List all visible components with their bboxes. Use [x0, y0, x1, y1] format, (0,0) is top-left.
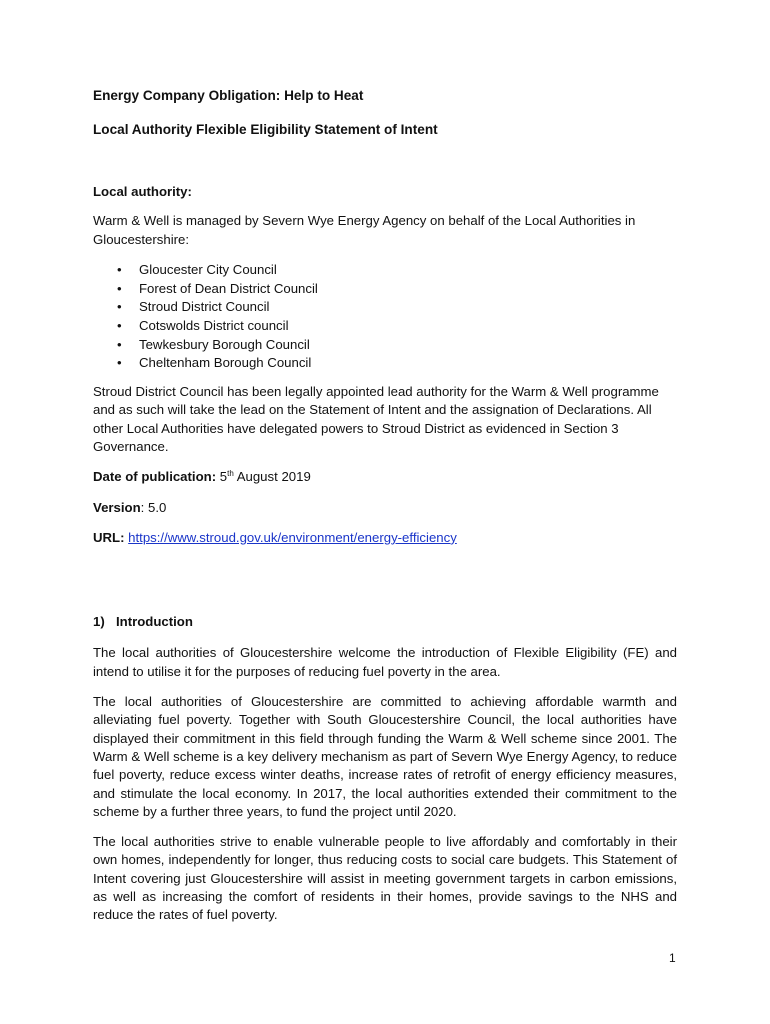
- list-item: [117, 354, 677, 373]
- local-authority-heading: Local authority:: [93, 184, 192, 199]
- intro-paragraph-1: The local authorities of Gloucestershire welcome the introduction of Flexible Eligibility (FE) and intend to utilise it for the purposes of reducing fuel poverty in the area.: [93, 645, 677, 679]
- url-label: URL:: [93, 529, 125, 545]
- page-number: 1: [669, 951, 676, 965]
- bullet-icon: •: [117, 280, 122, 296]
- authority-list: [93, 261, 677, 373]
- date-label: Date of publication:: [93, 469, 217, 485]
- authority-name: Cheltenham Borough Council: [139, 355, 312, 371]
- list-item: [117, 298, 677, 317]
- date-day: 5th: [219, 469, 234, 485]
- list-item: [117, 317, 677, 336]
- bullet-icon: •: [117, 336, 122, 352]
- url-link[interactable]: https://www.stroud.gov.uk/environment/energy-efficiency: [128, 529, 457, 545]
- document-title: Energy Company Obligation: Help to Heat: [93, 88, 364, 103]
- document-subtitle: Local Authority Flexible Eligibility Statement of Intent: [93, 122, 438, 137]
- intro-paragraph-2: The local authorities of Gloucestershire are committed to achieving affordable warmth and alleviating fuel poverty. Together with South Gloucestershire Council, the local authorities have displayed their commitment in this field through funding the Warm & Well scheme since 2001. The Warm & Well scheme is a key delivery mechanism as part of Severn Wye Energy Agency, to reduce fuel poverty, reduce excess winter deaths, increase rates of retrofit of energy efficiency measures, and stimulate the local economy. In 2017, the local authorities extended their commitment to the scheme by a further three years, to fund the project until 2020.: [93, 694, 677, 819]
- authority-name: Gloucester City Council: [139, 261, 277, 277]
- version: [93, 499, 677, 517]
- authority-name: Tewkesbury Borough Council: [139, 336, 310, 352]
- section-heading: [93, 613, 677, 631]
- list-item: [117, 261, 677, 280]
- publication-date: [93, 468, 677, 486]
- authority-name: Forest of Dean District Council: [139, 280, 318, 296]
- bullet-icon: •: [117, 355, 122, 371]
- section-number: 1): [93, 614, 105, 630]
- bullet-icon: •: [117, 261, 122, 277]
- date-rest: August 2019: [236, 469, 311, 485]
- document-page: [93, 86, 677, 937]
- bullet-icon: •: [117, 299, 122, 315]
- list-item: [117, 336, 677, 355]
- intro-paragraph-3: The local authorities strive to enable vulnerable people to live affordably and comfortably in their own homes, independently for longer, thus reducing costs to social care budgets. This Statement of Intent covering just Gloucestershire will assist in meeting government targets in carbon emissions, as well as increasing the comfort of residents in their homes, provide savings to the NHS and reduce the rates of fuel poverty.: [93, 834, 677, 923]
- bullet-icon: •: [117, 318, 122, 333]
- lead-authority-paragraph: Stroud District Council has been legally appointed lead authority for the Warm & Well programme and as such will take the lead on the Statement of Intent and the assignation of Declarations. All other Local Authorities have delegated powers to Stroud District as evidenced in Section 3 Governance.: [93, 384, 659, 454]
- url-line: [93, 529, 677, 547]
- authority-name: Stroud District Council: [139, 299, 270, 315]
- version-label: Version: [93, 499, 141, 515]
- list-item: [117, 280, 677, 299]
- section-title: Introduction: [116, 614, 193, 630]
- authority-name: Cotswolds District council: [139, 318, 289, 333]
- version-value: : 5.0: [140, 499, 167, 515]
- intro-paragraph: Warm & Well is managed by Severn Wye Energy Agency on behalf of the Local Authorities in Gloucestershire:: [93, 213, 636, 247]
